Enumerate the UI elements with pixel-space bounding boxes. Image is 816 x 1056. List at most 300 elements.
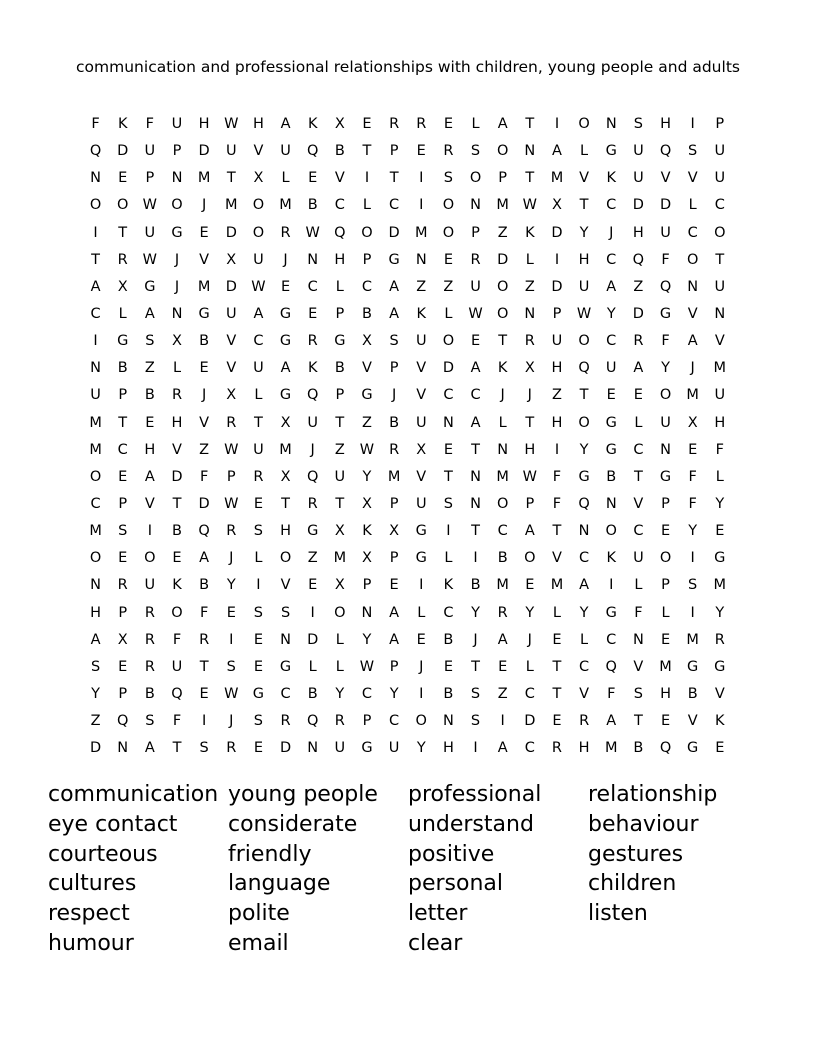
grid-letter: N xyxy=(90,170,101,187)
grid-letter: Q xyxy=(89,143,102,160)
grid-letter: R xyxy=(307,333,318,350)
grid-letter: N xyxy=(470,495,481,512)
grid-letter: E xyxy=(660,523,671,540)
grid-letter: A xyxy=(497,116,508,132)
grid-letter: T xyxy=(633,713,643,730)
grid-letter: A xyxy=(470,414,481,431)
grid-letter: G xyxy=(578,468,590,485)
grid-letter: B xyxy=(389,414,400,431)
word-list-item: children xyxy=(588,871,677,897)
grid-letter: L xyxy=(525,658,534,675)
grid-letter: Z xyxy=(497,224,508,241)
grid-letter: P xyxy=(335,387,345,404)
grid-letter: I xyxy=(93,224,98,241)
grid-letter: R xyxy=(633,333,644,350)
grid-letter: U xyxy=(225,305,237,322)
grid-letter: B xyxy=(172,523,182,540)
grid-letter: N xyxy=(605,116,617,132)
grid-letter: L xyxy=(715,468,724,485)
grid-letter: Z xyxy=(362,414,372,431)
grid-letter: C xyxy=(606,631,617,648)
grid-letter: O xyxy=(496,305,509,322)
grid-letter: X xyxy=(416,441,427,458)
grid-letter: G xyxy=(144,278,156,295)
grid-letter: G xyxy=(659,468,672,485)
grid-letter: R xyxy=(117,251,128,268)
grid-letter: W xyxy=(251,278,266,295)
grid-letter: O xyxy=(171,197,183,214)
grid-letter: C xyxy=(633,441,644,458)
grid-letter: H xyxy=(334,251,346,268)
grid-letter: V xyxy=(687,170,698,187)
grid-letter: U xyxy=(633,550,644,567)
grid-letter: G xyxy=(361,387,373,404)
grid-letter: M xyxy=(496,577,509,594)
grid-letter: Y xyxy=(579,604,589,621)
grid-letter: O xyxy=(442,333,455,350)
grid-letter: L xyxy=(335,278,344,295)
grid-letter: F xyxy=(199,468,209,485)
grid-letter: Y xyxy=(715,495,725,512)
grid-letter: M xyxy=(333,550,347,567)
grid-letter: X xyxy=(334,577,345,594)
grid-letter: Y xyxy=(579,224,589,241)
grid-letter: V xyxy=(416,468,427,485)
grid-letter: C xyxy=(606,197,617,214)
grid-letter: W xyxy=(522,468,537,485)
grid-letter: V xyxy=(280,577,291,594)
grid-letter: E xyxy=(118,170,128,187)
grid-letter: Q xyxy=(306,468,319,485)
grid-letter: O xyxy=(89,550,102,567)
grid-letter: V xyxy=(633,658,644,675)
grid-letter: C xyxy=(687,224,698,241)
grid-letter: P xyxy=(389,360,399,377)
grid-letter: X xyxy=(524,360,535,377)
grid-letter: M xyxy=(659,658,672,675)
grid-letter: N xyxy=(660,441,671,458)
grid-letter: E xyxy=(118,468,128,485)
grid-letter: P xyxy=(118,387,128,404)
grid-letter: O xyxy=(361,224,373,241)
grid-letter: U xyxy=(171,116,183,132)
grid-letter: W xyxy=(224,685,239,702)
grid-letter: T xyxy=(335,414,345,431)
grid-letter: B xyxy=(443,631,454,648)
grid-letter: C xyxy=(280,685,291,702)
grid-letter: I xyxy=(473,550,478,567)
grid-letter: U xyxy=(415,333,427,350)
grid-letter: T xyxy=(471,658,480,675)
grid-letter: J xyxy=(527,387,532,404)
grid-letter: U xyxy=(253,441,264,458)
grid-letter: B xyxy=(307,197,318,214)
grid-letter: T xyxy=(172,740,182,757)
grid-letter: X xyxy=(253,170,264,187)
grid-letter: M xyxy=(496,197,509,214)
grid-letter: U xyxy=(633,170,644,187)
grid-letter: V xyxy=(253,143,264,160)
grid-letter: X xyxy=(172,333,182,350)
grid-letter: L xyxy=(362,197,372,214)
grid-letter: D xyxy=(442,360,454,377)
grid-letter: F xyxy=(199,604,209,621)
grid-letter: J xyxy=(174,278,180,295)
grid-letter: O xyxy=(659,550,672,567)
grid-letter: W xyxy=(142,251,158,268)
grid-letter: E xyxy=(145,414,155,431)
grid-letter: B xyxy=(606,468,617,485)
grid-letter: P xyxy=(389,143,399,160)
grid-letter: Q xyxy=(198,523,210,540)
grid-letter: I xyxy=(256,577,261,594)
word-list-item: email xyxy=(228,930,289,956)
grid-letter: C xyxy=(90,305,101,322)
grid-letter: E xyxy=(552,631,562,648)
grid-letter: I xyxy=(364,170,370,187)
grid-letter: A xyxy=(389,278,400,295)
grid-letter: W xyxy=(359,658,375,675)
grid-letter: C xyxy=(579,658,590,675)
grid-letter: J xyxy=(283,251,288,268)
grid-letter: F xyxy=(688,468,697,485)
grid-letter: H xyxy=(252,116,264,132)
grid-letter: X xyxy=(362,550,372,567)
grid-letter: M xyxy=(415,224,428,241)
grid-letter: E xyxy=(606,387,616,404)
word-list-column xyxy=(228,780,408,959)
grid-letter: C xyxy=(579,550,590,567)
grid-letter: G xyxy=(361,740,373,757)
grid-letter: A xyxy=(497,740,508,757)
word-list-item: considerate xyxy=(228,811,358,837)
grid-letter: N xyxy=(361,604,373,621)
grid-letter: C xyxy=(470,387,481,404)
grid-row xyxy=(82,140,734,167)
grid-letter: K xyxy=(606,170,616,187)
grid-letter: O xyxy=(334,604,346,621)
grid-letter: G xyxy=(605,143,617,160)
grid-letter: C xyxy=(307,278,318,295)
grid-letter: V xyxy=(199,414,210,431)
grid-letter: O xyxy=(279,550,292,567)
grid-letter: N xyxy=(524,143,536,160)
grid-letter: X xyxy=(226,251,237,268)
grid-letter: T xyxy=(362,143,372,160)
grid-letter: F xyxy=(634,604,643,621)
grid-letter: Y xyxy=(416,740,426,757)
grid-letter: S xyxy=(226,658,236,675)
grid-letter: Q xyxy=(117,713,129,730)
grid-letter: I xyxy=(554,441,560,458)
grid-letter: K xyxy=(715,713,725,730)
grid-letter: M xyxy=(550,577,564,594)
grid-letter: Z xyxy=(144,360,155,377)
grid-letter: R xyxy=(714,631,725,648)
grid-letter: U xyxy=(388,740,400,757)
grid-letter: V xyxy=(660,170,671,187)
grid-letter: L xyxy=(444,550,453,567)
grid-letter: Z xyxy=(416,278,427,295)
grid-letter: G xyxy=(252,685,265,702)
grid-letter: M xyxy=(225,197,238,214)
grid-letter: E xyxy=(715,740,725,757)
grid-letter: O xyxy=(714,224,726,241)
grid-letter: E xyxy=(253,658,263,675)
grid-letter: S xyxy=(470,143,481,160)
grid-row xyxy=(82,222,734,249)
grid-letter: A xyxy=(253,305,264,322)
grid-letter: P xyxy=(118,685,128,702)
grid-letter: G xyxy=(714,550,726,567)
grid-letter: S xyxy=(90,658,101,675)
grid-letter: O xyxy=(469,170,482,187)
grid-row xyxy=(82,683,734,710)
grid-letter: T xyxy=(253,414,263,431)
grid-letter: U xyxy=(415,414,427,431)
grid-letter: J xyxy=(473,631,478,648)
grid-letter: V xyxy=(633,495,644,512)
grid-letter: E xyxy=(416,631,426,648)
grid-letter: V xyxy=(226,360,237,377)
grid-letter: A xyxy=(552,143,562,160)
word-list-item: understand xyxy=(408,811,534,837)
grid-letter: L xyxy=(254,550,263,567)
grid-letter: T xyxy=(172,495,182,512)
grid-letter: I xyxy=(229,631,234,648)
grid-letter: A xyxy=(579,577,590,594)
grid-letter: L xyxy=(335,658,344,675)
grid-letter: B xyxy=(144,387,155,404)
grid-letter: T xyxy=(199,658,209,675)
grid-letter: C xyxy=(443,604,454,621)
grid-letter: U xyxy=(144,224,156,241)
grid-letter: E xyxy=(172,550,182,567)
grid-letter: R xyxy=(389,441,400,458)
word-list-column xyxy=(588,780,768,929)
grid-letter: L xyxy=(634,414,643,431)
grid-letter: F xyxy=(145,116,155,132)
grid-letter: A xyxy=(633,360,644,377)
grid-letter: Y xyxy=(91,685,100,702)
grid-letter: F xyxy=(552,495,562,512)
grid-letter: Y xyxy=(606,305,616,322)
grid-letter: M xyxy=(550,170,564,187)
grid-letter: D xyxy=(551,224,563,241)
grid-letter: A xyxy=(144,468,155,485)
grid-letter: P xyxy=(118,604,128,621)
grid-letter: G xyxy=(415,523,427,540)
grid-letter: L xyxy=(308,658,317,675)
grid-letter: J xyxy=(310,441,315,458)
grid-letter: V xyxy=(226,333,237,350)
grid-letter: B xyxy=(470,577,481,594)
grid-letter: J xyxy=(229,713,234,730)
grid-letter: I xyxy=(446,523,451,540)
grid-letter: E xyxy=(443,116,453,132)
grid-letter: G xyxy=(415,550,427,567)
grid-letter: X xyxy=(117,278,128,295)
grid-letter: V xyxy=(334,170,345,187)
grid-letter: T xyxy=(579,197,589,214)
grid-letter: P xyxy=(471,224,480,241)
grid-letter: C xyxy=(524,685,535,702)
grid-letter: R xyxy=(117,577,128,594)
grid-letter: E xyxy=(443,658,453,675)
grid-letter: V xyxy=(687,713,698,730)
grid-letter: M xyxy=(686,631,699,648)
grid-letter: X xyxy=(362,333,372,350)
grid-letter: N xyxy=(470,197,481,214)
grid-letter: T xyxy=(552,523,562,540)
grid-letter: N xyxy=(632,631,644,648)
grid-letter: E xyxy=(308,577,318,594)
grid-letter: B xyxy=(334,143,345,160)
grid-letter: T xyxy=(552,685,562,702)
grid-letter: R xyxy=(144,631,155,648)
grid-letter: D xyxy=(198,495,210,512)
grid-letter: H xyxy=(90,604,102,621)
grid-letter: Y xyxy=(579,441,589,458)
grid-letter: U xyxy=(90,387,101,404)
grid-letter: H xyxy=(198,116,210,132)
grid-letter: H xyxy=(578,251,590,268)
grid-letter: C xyxy=(524,740,535,757)
grid-letter: H xyxy=(551,360,563,377)
grid-letter: U xyxy=(605,360,617,377)
grid-letter: R xyxy=(307,495,318,512)
grid-letter: S xyxy=(145,333,155,350)
grid-letter: E xyxy=(416,143,426,160)
grid-letter: D xyxy=(198,143,210,160)
grid-letter: J xyxy=(419,658,424,675)
grid-letter: R xyxy=(579,713,590,730)
grid-letter: T xyxy=(118,414,128,431)
grid-row xyxy=(82,357,734,384)
grid-letter: P xyxy=(389,550,399,567)
grid-letter: G xyxy=(198,305,210,322)
grid-letter: K xyxy=(307,116,318,132)
grid-letter: I xyxy=(609,577,614,594)
grid-letter: V xyxy=(416,360,427,377)
grid-letter: G xyxy=(687,740,699,757)
grid-letter: Y xyxy=(335,685,345,702)
grid-letter: B xyxy=(144,685,155,702)
grid-letter: L xyxy=(498,414,507,431)
grid-letter: E xyxy=(633,387,643,404)
grid-letter: Q xyxy=(306,387,319,404)
grid-letter: K xyxy=(443,577,454,594)
grid-letter: Y xyxy=(389,685,399,702)
grid-row xyxy=(82,249,734,276)
word-list-item: relationship xyxy=(588,782,718,807)
grid-letter: J xyxy=(527,631,532,648)
grid-letter: N xyxy=(90,360,101,377)
grid-letter: Q xyxy=(659,740,672,757)
grid-letter: H xyxy=(144,441,156,458)
grid-letter: B xyxy=(199,333,210,350)
grid-row xyxy=(82,493,734,520)
grid-letter: N xyxy=(687,278,699,295)
grid-letter: N xyxy=(307,251,319,268)
grid-letter: D xyxy=(279,740,292,757)
word-list-item: language xyxy=(228,871,331,897)
grid-letter: L xyxy=(580,143,589,160)
grid-letter: K xyxy=(416,305,427,322)
word-list-item: humour xyxy=(48,930,134,956)
grid-letter: Y xyxy=(525,604,535,621)
word-list-column xyxy=(408,780,588,959)
grid-letter: A xyxy=(687,333,698,350)
grid-letter: T xyxy=(633,468,643,485)
grid-letter: M xyxy=(197,170,211,187)
grid-letter: X xyxy=(280,414,291,431)
grid-letter: T xyxy=(579,387,589,404)
grid-row xyxy=(82,412,734,439)
word-list-item: courteous xyxy=(48,841,158,867)
grid-letter: C xyxy=(361,278,373,295)
grid-letter: A xyxy=(606,713,617,730)
grid-letter: E xyxy=(688,441,698,458)
grid-letter: D xyxy=(225,224,237,241)
grid-letter: U xyxy=(253,251,264,268)
grid-letter: D xyxy=(307,631,319,648)
grid-letter: N xyxy=(442,414,454,431)
grid-letter: I xyxy=(310,604,315,621)
grid-letter: N xyxy=(280,631,291,648)
grid-letter: V xyxy=(362,360,372,377)
grid-letter: L xyxy=(444,305,453,322)
grid-letter: Q xyxy=(659,278,672,295)
grid-letter: A xyxy=(199,550,210,567)
grid-letter: G xyxy=(171,224,183,241)
grid-letter: M xyxy=(604,740,618,757)
word-search-grid xyxy=(82,113,734,764)
grid-letter: W xyxy=(305,224,320,241)
grid-letter: P xyxy=(389,495,399,512)
grid-letter: V xyxy=(416,387,427,404)
grid-letter: B xyxy=(687,685,698,702)
word-list-item: communication xyxy=(48,782,219,807)
grid-letter: D xyxy=(551,278,563,295)
grid-letter: P xyxy=(389,658,399,675)
grid-letter: U xyxy=(578,278,590,295)
grid-letter: F xyxy=(688,495,697,512)
grid-letter: H xyxy=(578,740,590,757)
grid-letter: D xyxy=(89,740,102,757)
grid-letter: O xyxy=(605,523,617,540)
grid-letter: P xyxy=(552,305,562,322)
grid-letter: Q xyxy=(632,251,645,268)
grid-letter: O xyxy=(659,387,672,404)
grid-row xyxy=(82,656,734,683)
grid-letter: C xyxy=(606,251,617,268)
grid-letter: L xyxy=(552,604,561,621)
grid-letter: T xyxy=(715,251,725,268)
grid-letter: T xyxy=(281,495,290,512)
grid-row xyxy=(82,602,734,629)
grid-letter: B xyxy=(199,577,210,594)
grid-letter: A xyxy=(389,631,400,648)
word-list-item: young people xyxy=(228,782,378,807)
grid-letter: S xyxy=(118,523,128,540)
grid-letter: O xyxy=(578,333,590,350)
grid-letter: W xyxy=(224,441,239,458)
grid-letter: R xyxy=(470,251,481,268)
grid-letter: U xyxy=(470,278,481,295)
grid-letter: P xyxy=(661,495,670,512)
grid-letter: N xyxy=(578,523,590,540)
